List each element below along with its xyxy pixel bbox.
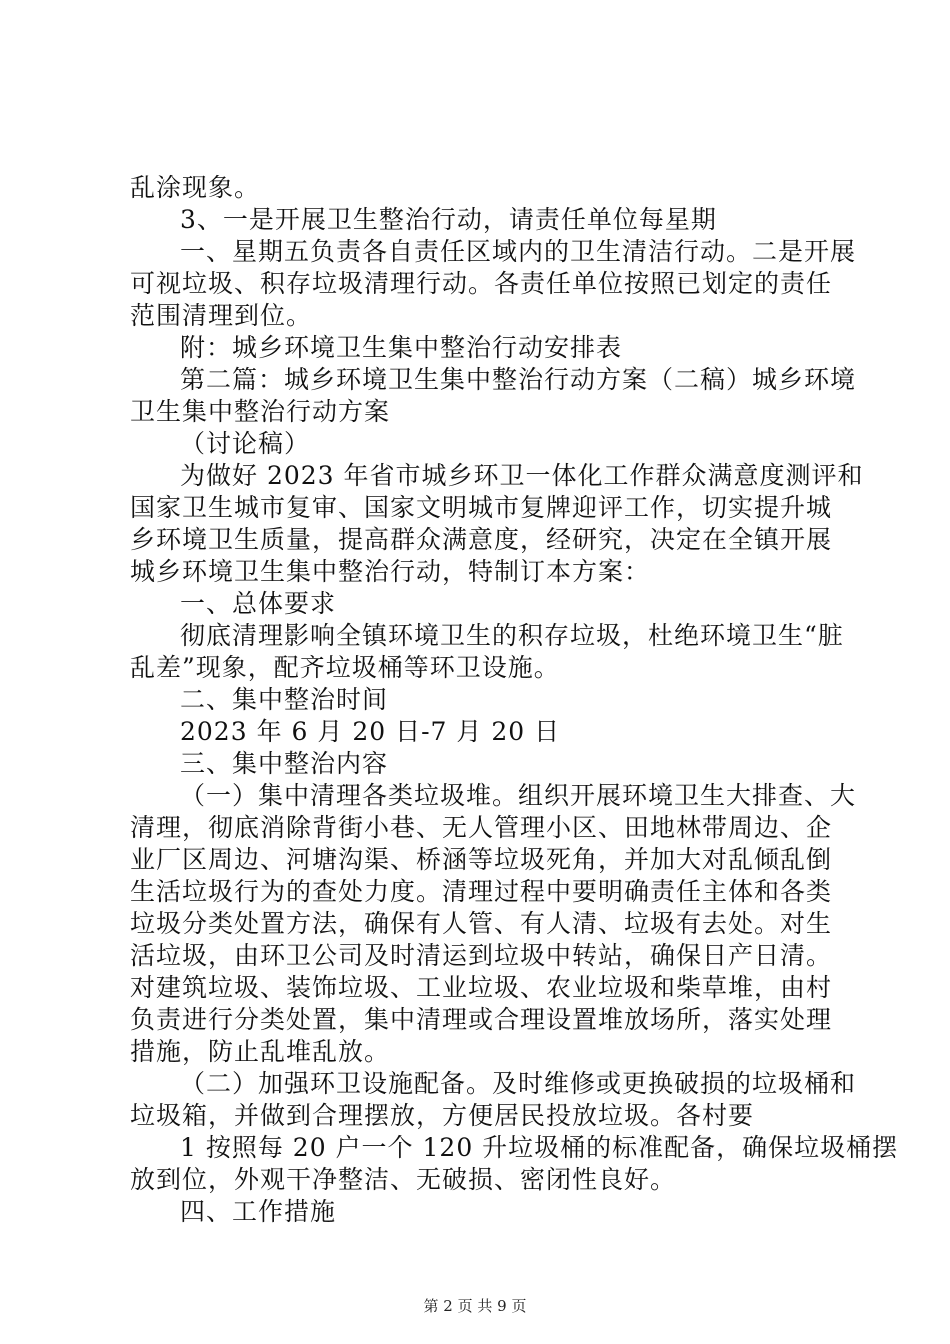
text-line: 乱涂现象。 [130, 173, 261, 202]
text-line: 乡环境卫生质量，提高群众满意度，经研究，决定在全镇开展 [130, 525, 833, 554]
text-line: 乱差”现象，配齐垃圾桶等环卫设施。 [130, 653, 560, 682]
text-line: 业厂区周边、河塘沟渠、桥涵等垃圾死角，并加大对乱倾乱倒 [130, 845, 833, 874]
text-line: 2023 年 6 月 20 日-7 月 20 日 [180, 717, 561, 746]
text-line: （讨论稿） [180, 429, 311, 458]
page-footer: 第 2 页 共 9 页 [423, 1297, 527, 1315]
text-line: 负责进行分类处置，集中清理或合理设置堆放场所，落实处理 [130, 1005, 833, 1034]
text-line: 为做好 2023 年省市城乡环卫一体化工作群众满意度测评和 [180, 461, 864, 490]
text-line: 一、总体要求 [180, 589, 337, 618]
text-line: （一）集中清理各类垃圾堆。组织开展环境卫生大排查、大 [180, 781, 857, 810]
text-line: 垃圾分类处置方法，确保有人管、有人清、垃圾有去处。对生 [130, 909, 833, 938]
text-line: 国家卫生城市复审、国家文明城市复牌迎评工作，切实提升城 [130, 493, 833, 522]
text-line: 彻底清理影响全镇环境卫生的积存垃圾，杜绝环境卫生“脏 [180, 621, 844, 650]
text-line: 生活垃圾行为的查处力度。清理过程中要明确责任主体和各类 [130, 877, 833, 906]
text-line: 第二篇：城乡环境卫生集中整治行动方案（二稿）城乡环境 [180, 365, 857, 394]
text-line: 一、星期五负责各自责任区域内的卫生清洁行动。二是开展 [180, 237, 857, 266]
text-line: 卫生集中整治行动方案 [130, 397, 391, 426]
text-line: （二）加强环卫设施配备。及时维修或更换破损的垃圾桶和 [180, 1069, 857, 1098]
text-line: 垃圾箱，并做到合理摆放，方便居民投放垃圾。各村要 [130, 1101, 755, 1130]
text-line: 活垃圾，由环卫公司及时清运到垃圾中转站，确保日产日清。 [130, 941, 833, 970]
text-line: 放到位，外观干净整洁、无破损、密闭性良好。 [130, 1165, 677, 1194]
text-line: 附：城乡环境卫生集中整治行动安排表 [180, 333, 623, 362]
text-line: 城乡环境卫生集中整治行动，特制订本方案： [130, 557, 651, 586]
text-line: 二、集中整治时间 [180, 685, 389, 714]
text-line: 清理，彻底消除背街小巷、无人管理小区、田地林带周边、企 [130, 813, 833, 842]
text-line: 1 按照每 20 户一个 120 升垃圾桶的标准配备，确保垃圾桶摆 [180, 1133, 899, 1162]
text-line: 范围清理到位。 [130, 301, 313, 330]
text-line: 可视垃圾、积存垃圾清理行动。各责任单位按照已划定的责任 [130, 269, 833, 298]
text-line: 四、工作措施 [180, 1197, 337, 1226]
text-line: 3、一是开展卫生整治行动，请责任单位每星期 [180, 205, 717, 234]
text-line: 措施，防止乱堆乱放。 [130, 1037, 391, 1066]
text-line: 对建筑垃圾、装饰垃圾、工业垃圾、农业垃圾和柴草堆，由村 [130, 973, 833, 1002]
text-line: 三、集中整治内容 [180, 749, 389, 778]
